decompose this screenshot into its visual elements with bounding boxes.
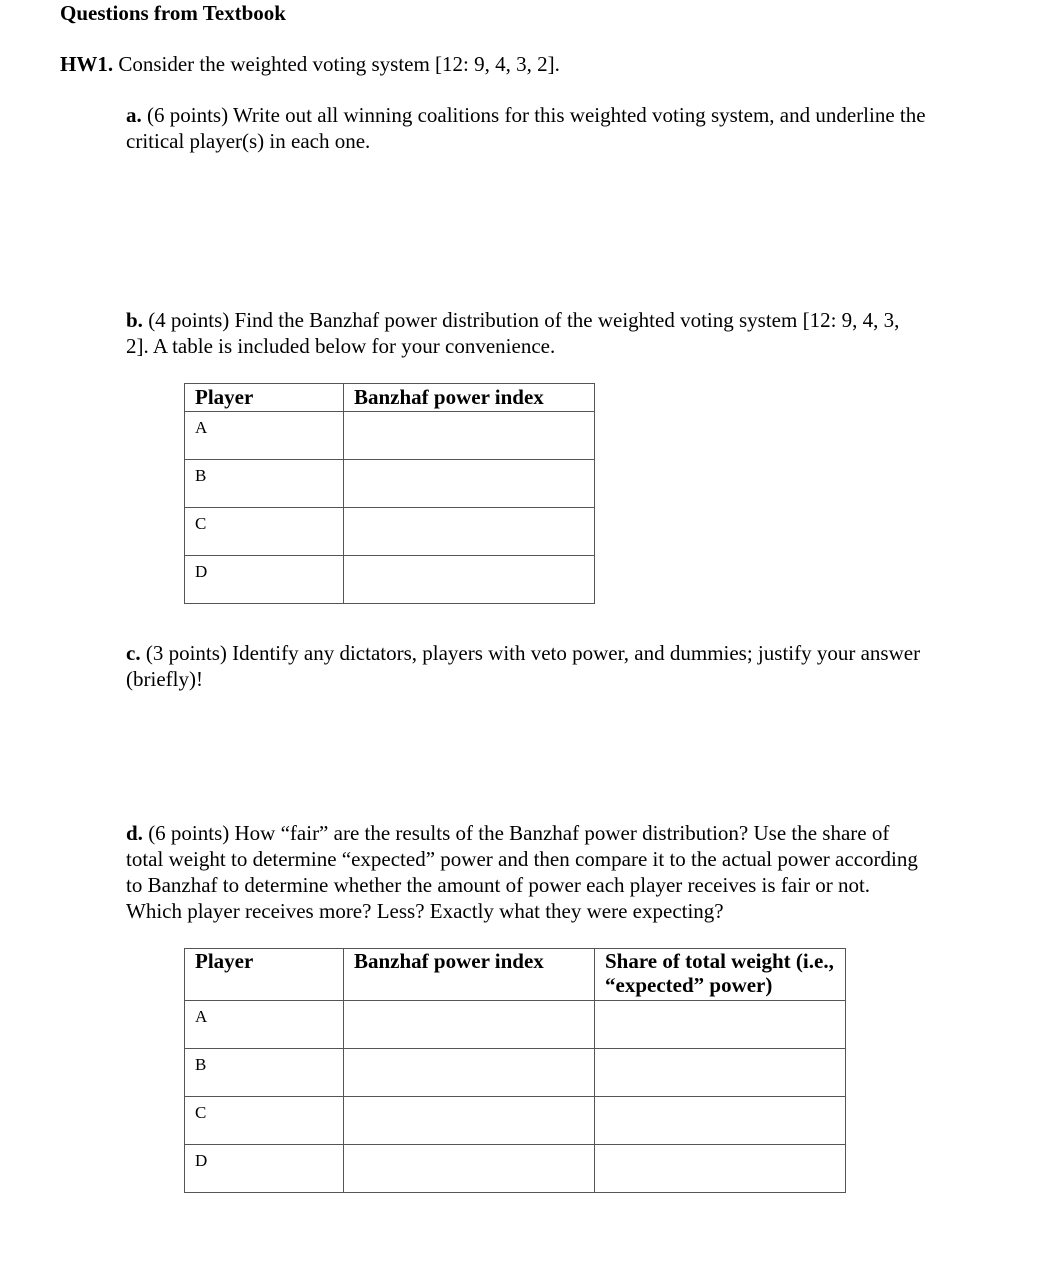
part-d-text: (6 points) How “fair” are the results of the Banzhaf power distribution? Use the share of total weight to determine “expected” power and then compare it to the actual power according to Banzhaf to determine whether the amount of power each player receives is fair or not. Which player receives more? Less? Exactly what they were expecting?: [126, 821, 918, 923]
part-b-label: b.: [126, 308, 143, 332]
player-cell: B: [185, 1049, 344, 1097]
player-cell: C: [185, 1097, 344, 1145]
banzhaf-table: [184, 383, 595, 604]
answer-cell[interactable]: [344, 1001, 595, 1049]
player-cell: C: [185, 508, 344, 556]
table-row: [185, 1145, 846, 1193]
part-c-label: c.: [126, 641, 141, 665]
answer-cell[interactable]: [344, 1097, 595, 1145]
page-header: Questions from Textbook: [60, 1, 286, 25]
answer-cell[interactable]: [344, 460, 595, 508]
table-header-row: [185, 949, 846, 1001]
player-cell: A: [185, 412, 344, 460]
table-row: [185, 508, 595, 556]
table-row: [185, 1049, 846, 1097]
answer-cell[interactable]: [344, 412, 595, 460]
share-header: Share of total weight (i.e., “expected” power): [595, 949, 846, 1001]
player-cell: A: [185, 1001, 344, 1049]
hw1-label: HW1.: [60, 52, 114, 76]
banzhaf-header: Banzhaf power index: [344, 384, 595, 412]
table-row: [185, 1097, 846, 1145]
table-row: [185, 1001, 846, 1049]
player-cell: B: [185, 460, 344, 508]
part-c-text: (3 points) Identify any dictators, players with veto power, and dummies; justify your answer (briefly)!: [126, 641, 921, 691]
fairness-table: [184, 948, 846, 1193]
table-row: [185, 412, 595, 460]
part-b-text: (4 points) Find the Banzhaf power distribution of the weighted voting system [12: 9, 4, 3, 2]. A table is included below for your convenience.: [126, 308, 900, 358]
player-cell: D: [185, 556, 344, 604]
player-cell: D: [185, 1145, 344, 1193]
hw1-text: Consider the weighted voting system [12: 9, 4, 3, 2].: [113, 52, 560, 76]
table-row: [185, 460, 595, 508]
player-header: Player: [185, 384, 344, 412]
player-header: Player: [185, 949, 344, 1001]
part-d-question: [126, 820, 926, 924]
answer-cell[interactable]: [595, 1145, 846, 1193]
table-header-row: [185, 384, 595, 412]
answer-cell[interactable]: [344, 1049, 595, 1097]
part-a-text: (6 points) Write out all winning coalitions for this weighted voting system, and underline the critical player(s) in each one.: [126, 103, 926, 153]
hw1-question: [60, 51, 560, 77]
table-row: [185, 556, 595, 604]
answer-cell[interactable]: [595, 1001, 846, 1049]
answer-cell[interactable]: [595, 1097, 846, 1145]
answer-cell[interactable]: [344, 508, 595, 556]
part-b-question: [126, 307, 926, 359]
banzhaf-header: Banzhaf power index: [344, 949, 595, 1001]
part-d-label: d.: [126, 821, 143, 845]
part-c-question: [126, 640, 926, 692]
part-a-question: [126, 102, 926, 154]
part-a-label: a.: [126, 103, 142, 127]
answer-cell[interactable]: [344, 1145, 595, 1193]
answer-cell[interactable]: [595, 1049, 846, 1097]
answer-cell[interactable]: [344, 556, 595, 604]
